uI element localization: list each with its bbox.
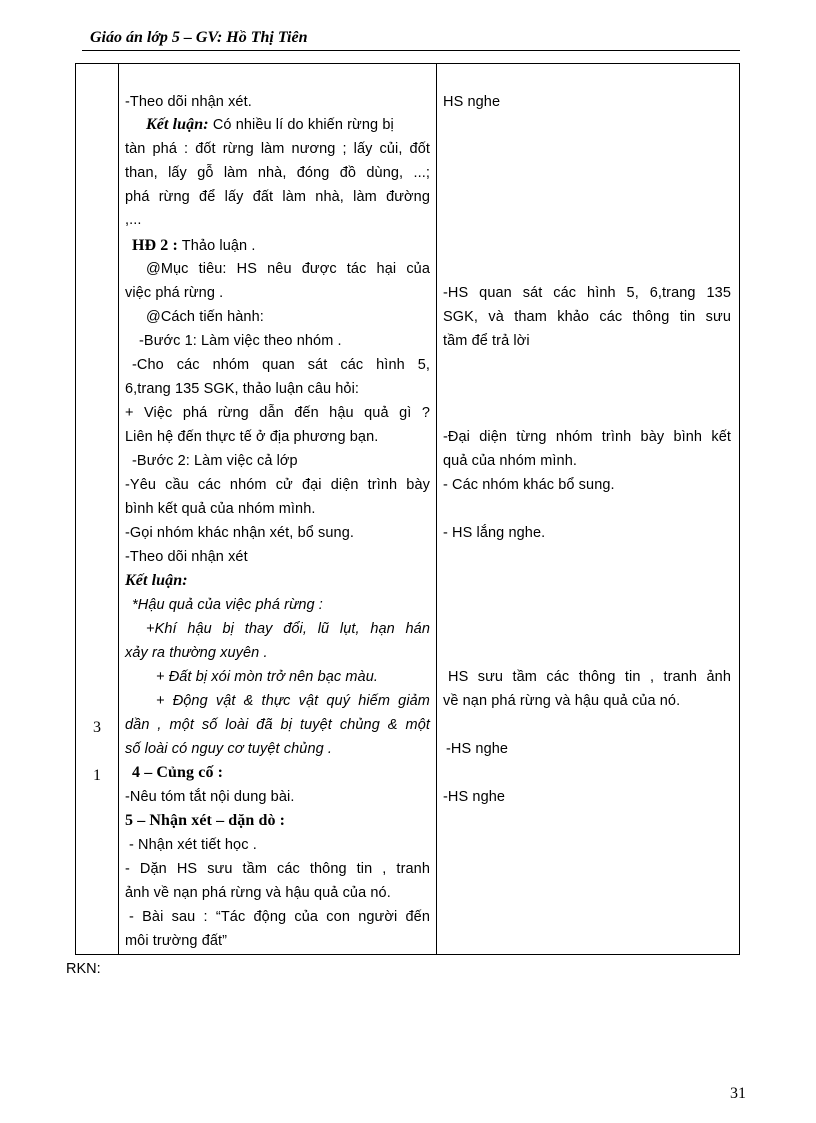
teacher-line (132, 237, 255, 255)
header-divider (82, 50, 740, 51)
teacher-line: -Cho các nhóm quan sát các hình 5, (132, 357, 430, 373)
teacher-line: tàn phá : đốt rừng làm nương ; lấy củi, đốt (125, 141, 430, 157)
teacher-line: phá rừng để lấy đất làm nhà, làm đường (125, 189, 430, 205)
teacher-line: @Cách tiến hành: (146, 309, 264, 325)
teacher-line: -Gọi nhóm khác nhận xét, bổ sung. (125, 525, 354, 541)
teacher-line: @Mục tiêu: HS nêu được tác hại của (146, 261, 430, 277)
teacher-line: - Bài sau : “Tác động của con người đến (129, 909, 430, 925)
consequence-item: + Động vật & thực vật quý hiếm giảm (156, 693, 430, 709)
teacher-line: -Theo dõi nhận xét (125, 549, 248, 565)
teacher-line: -Bước 1: Làm việc theo nhóm . (139, 333, 342, 349)
student-line: -Đại diện từng nhóm trình bày bình kết (443, 429, 731, 445)
column-divider-1 (118, 64, 119, 954)
conclusion-label: Kết luận: (125, 572, 188, 589)
activity-heading: HĐ 2 : (132, 237, 178, 254)
student-line: HS nghe (443, 94, 501, 110)
teacher-line: việc phá rừng . (125, 285, 224, 301)
student-line: SGK, và tham khảo các thông tin sưu (443, 309, 731, 325)
section-heading-cung-co: 4 – Củng cố : (132, 764, 224, 781)
teacher-line: than, lấy gỗ làm nhà, đóng đồ dùng, ...; (125, 165, 430, 181)
teacher-line: Liên hệ đến thực tế ở địa phương bạn. (125, 429, 379, 445)
teacher-line: -Yêu cầu các nhóm cử đại diện trình bày (125, 477, 430, 493)
student-line: HS sưu tầm các thông tin , tranh ảnh (448, 669, 731, 685)
consequence-item: +Khí hậu bị thay đổi, lũ lụt, hạn hán (146, 621, 430, 637)
student-line: về nạn phá rừng và hậu quả của nó. (443, 693, 681, 709)
student-line: -HS quan sát các hình 5, 6,trang 135 (443, 285, 731, 301)
teacher-line: -Nêu tóm tắt nội dung bài. (125, 789, 295, 805)
teacher-line-text: Thảo luận . (177, 238, 256, 254)
teacher-line: + Việc phá rừng dẫn đến hậu quả gì ? (125, 405, 430, 421)
teacher-line: 6,trang 135 SGK, thảo luận câu hỏi: (125, 381, 360, 397)
teacher-line-text: Có nhiều lí do khiến rừng bị (208, 117, 394, 133)
consequence-heading: *Hậu quả của việc phá rừng : (132, 597, 323, 613)
student-line: quả của nhóm mình. (443, 453, 577, 469)
teacher-line: - Nhận xét tiết học . (129, 837, 257, 853)
column-divider-2 (436, 64, 437, 954)
consequence-item: + Đất bị xói mòn trở nên bạc màu. (156, 669, 379, 685)
teacher-line: -Theo dõi nhận xét. (125, 94, 252, 110)
student-line: -HS nghe (443, 789, 506, 805)
student-line: - Các nhóm khác bổ sung. (443, 477, 615, 493)
teacher-line: -Bước 2: Làm việc cả lớp (132, 453, 298, 469)
time-index-2: 1 (93, 767, 101, 784)
teacher-line (146, 116, 394, 134)
teacher-line: - Dặn HS sưu tầm các thông tin , tranh (125, 861, 430, 877)
conclusion-label: Kết luận: (146, 116, 209, 133)
student-line: tầm để trả lời (443, 333, 530, 349)
time-index-1: 3 (93, 719, 101, 736)
consequence-item: dần , một số loài đã bị tuyệt chủng & một (125, 717, 430, 733)
teacher-line: môi trường đất” (125, 933, 228, 949)
document-header-title: Giáo án lớp 5 – GV: Hồ Thị Tiên (90, 29, 308, 46)
consequence-item: số loài có nguy cơ tuyệt chủng . (125, 741, 333, 757)
teacher-line: bình kết quả của nhóm mình. (125, 501, 316, 517)
lesson-table (75, 63, 740, 955)
student-line: - HS lắng nghe. (443, 525, 546, 541)
teacher-line: ảnh về nạn phá rừng và hậu quả của nó. (125, 885, 391, 901)
student-line: -HS nghe (446, 741, 509, 757)
consequence-item: xảy ra thường xuyên . (125, 645, 268, 661)
rkn-label: RKN: (66, 961, 101, 977)
teacher-line: ,... (125, 212, 142, 228)
section-heading-nhan-xet: 5 – Nhận xét – dặn dò : (125, 812, 286, 829)
page-number: 31 (730, 1085, 746, 1102)
